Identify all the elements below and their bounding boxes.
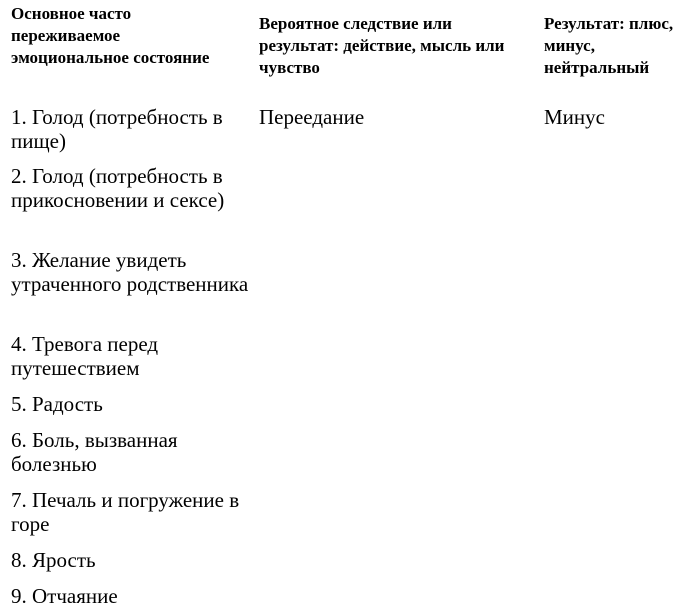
- column-header-result: Результат: плюс, минус, нейтральный: [544, 14, 674, 77]
- column-header-consequence: Вероятное следствие или результат: действие, мысль или чувство: [259, 14, 505, 77]
- state-cell-2: 2. Голод (потребность в прикосновении и сексе): [11, 164, 225, 212]
- state-cell-9: 9. Отчаяние: [11, 584, 118, 608]
- column-header-state: Основное часто переживаемое эмоциональное состояние: [11, 4, 210, 67]
- result-cell-1: Минус: [544, 105, 605, 129]
- state-cell-3: 3. Желание увидеть утраченного родственника: [11, 248, 249, 296]
- state-cell-8: 8. Ярость: [11, 548, 96, 572]
- state-cell-5: 5. Радость: [11, 392, 103, 416]
- state-cell-7: 7. Печаль и погружение в горе: [11, 488, 240, 536]
- state-cell-1: 1. Голод (потребность в пище): [11, 105, 223, 153]
- state-cell-4: 4. Тревога перед путешествием: [11, 332, 159, 380]
- consequence-cell-1: Переедание: [259, 105, 365, 129]
- state-cell-6: 6. Боль, вызванная болезнью: [11, 428, 178, 476]
